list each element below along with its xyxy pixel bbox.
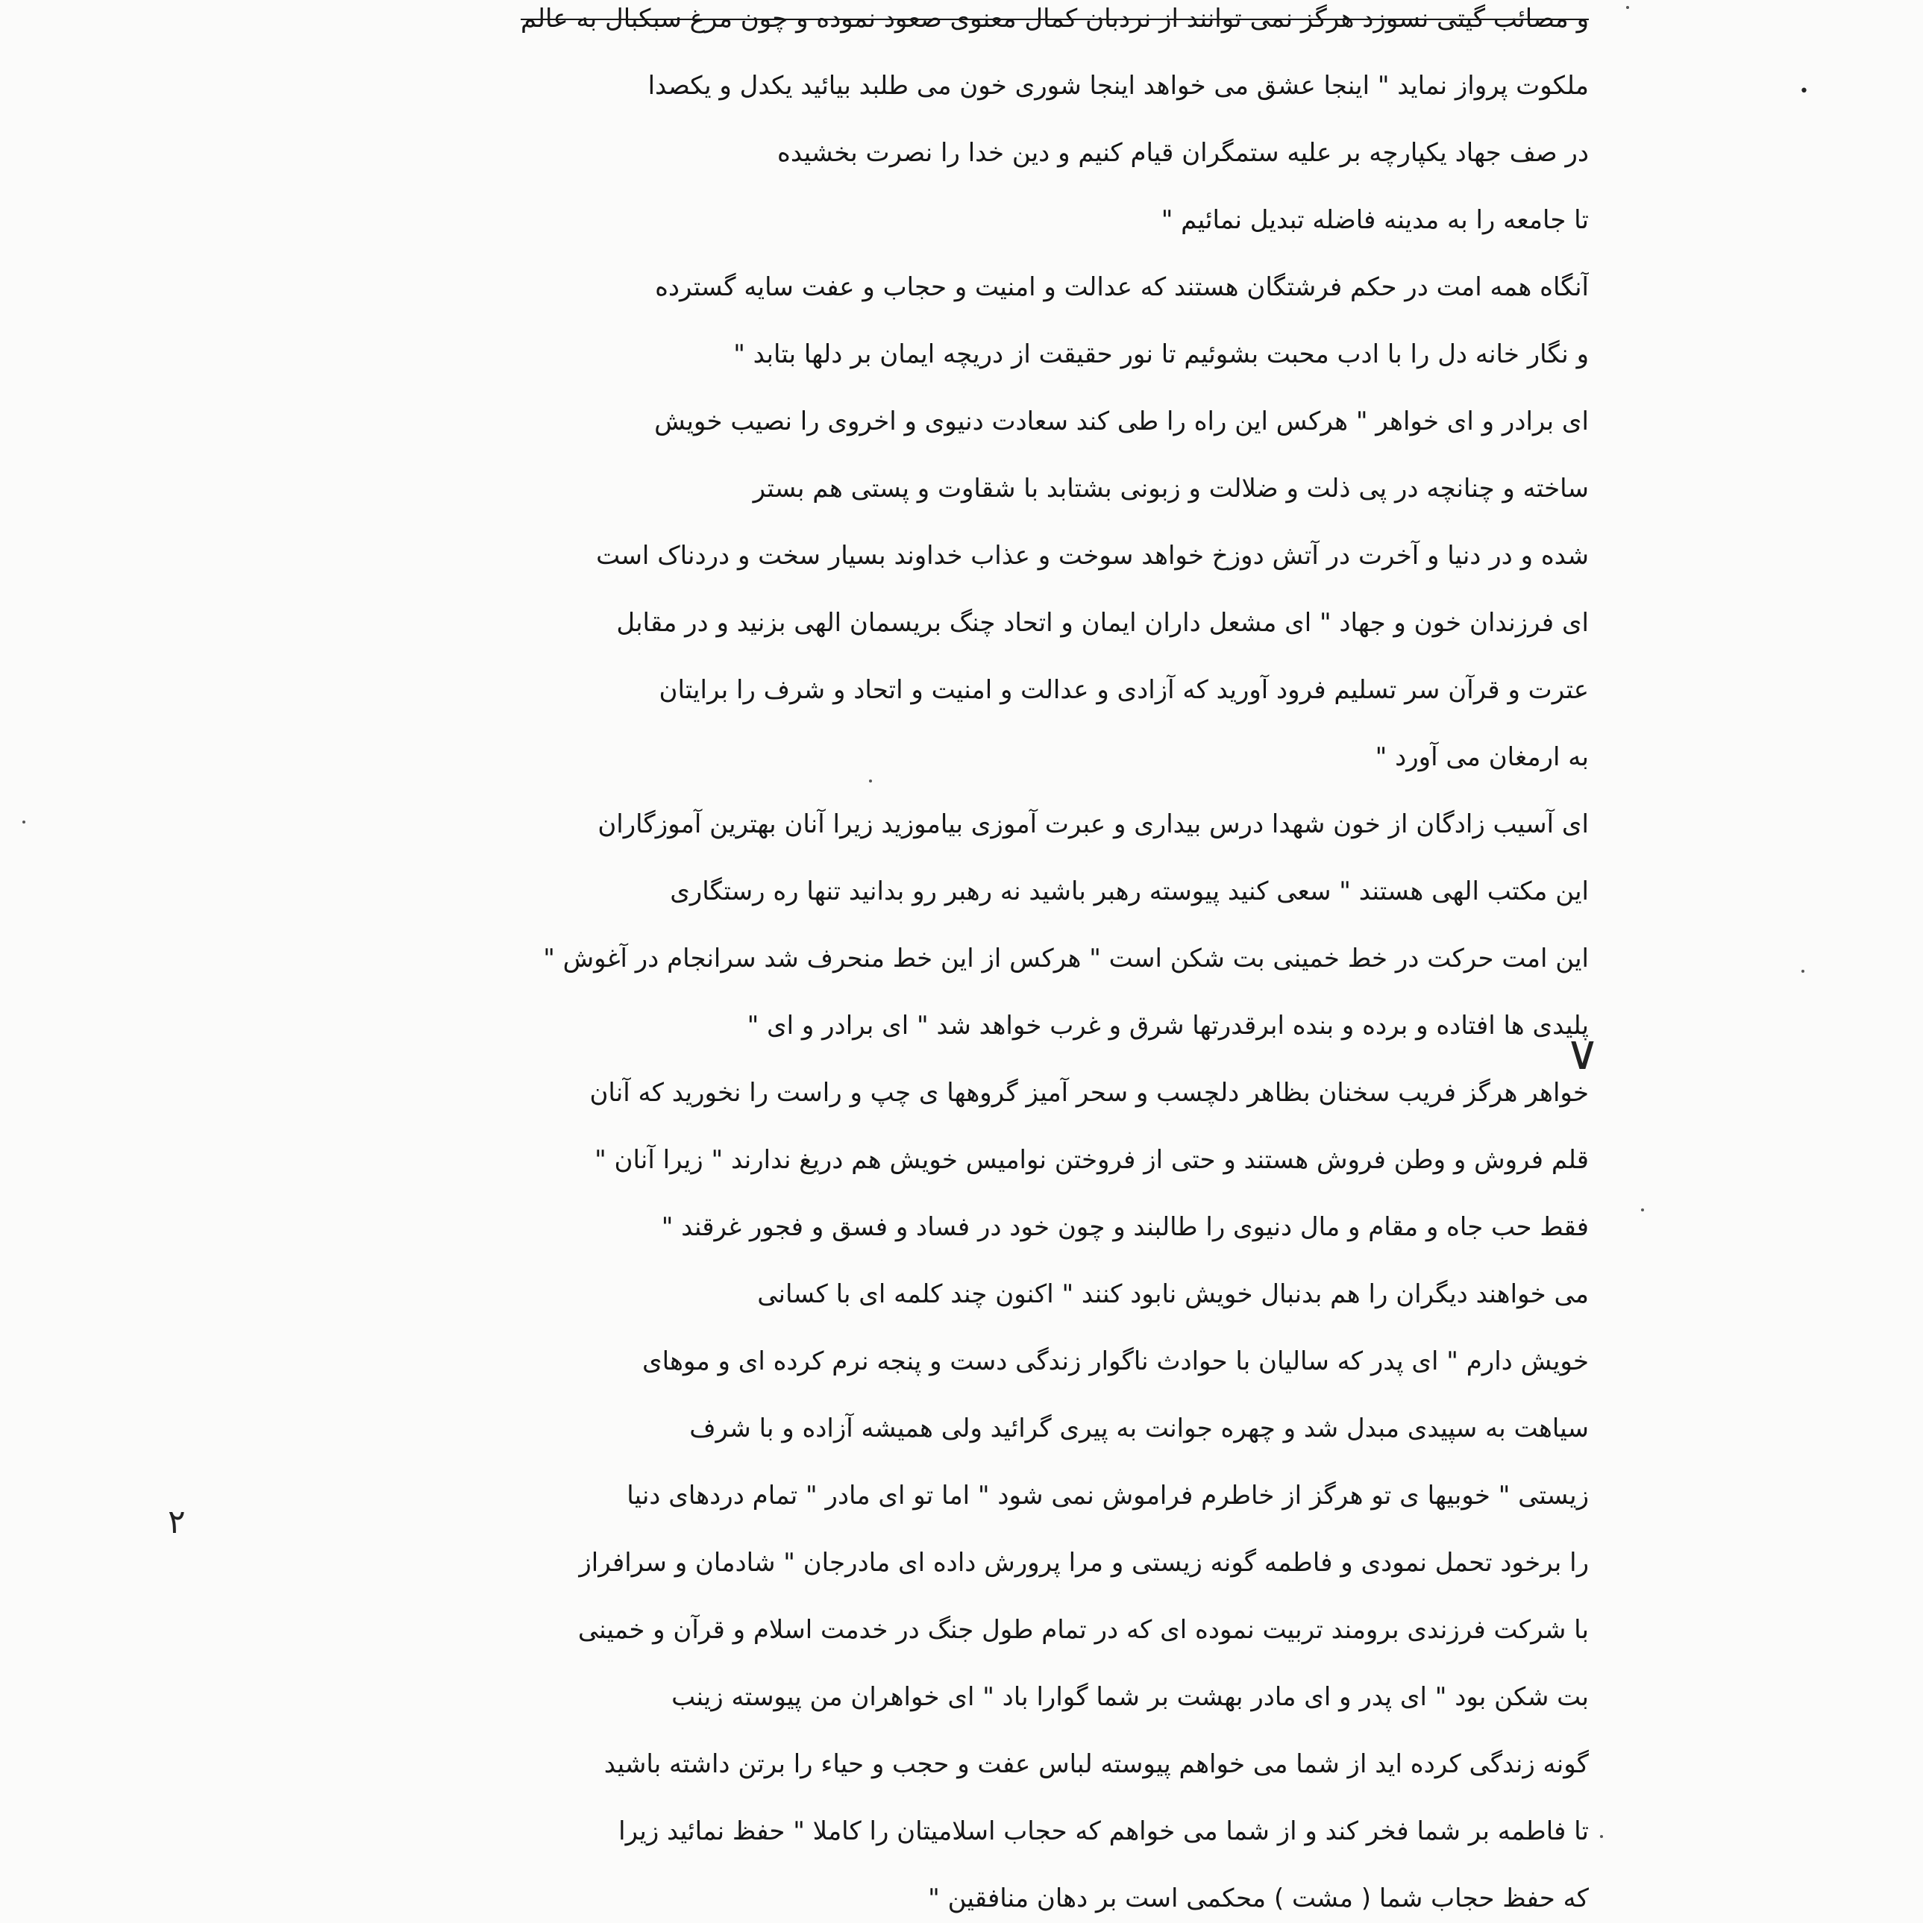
text-line: سیاهت به سپیدی مبدل شد و چهره جوانت به پیری گرائید ولی همیشه آزاده و با شرف bbox=[689, 1414, 1589, 1443]
scan-speck bbox=[1641, 1208, 1644, 1211]
scan-speck bbox=[1600, 1835, 1603, 1838]
text-line: در صف جهاد یکپارچه بر علیه ستمگران قیام کنیم و دین خدا را نصرت بخشیده bbox=[777, 138, 1589, 168]
text-line: خواهر هرگز فریب سخنان بظاهر دلچسب و سحر آمیز گروهها ی چپ و راست را نخورید که آنان bbox=[589, 1078, 1589, 1108]
text-line: و نگار خانه دل را با ادب محبت بشوئیم تا نور حقیقت از دریچه ایمان بر دلها بتابد " bbox=[733, 339, 1589, 369]
text-line: زیستی " خوبیها ی تو هرگز از خاطرم فراموش نمی شود " اما تو ای مادر " تمام دردهای دنیا bbox=[627, 1481, 1589, 1511]
text-line: و مصائب گیتی نسوزد هرگز نمی توانند از نردبان کمال معنوی صعود نموده و چون مرغ سبکبال به عالم bbox=[521, 4, 1589, 34]
scan-speck bbox=[22, 821, 25, 824]
text-line: ملکوت پرواز نماید " اینجا عشق می خواهد اینجا شوری خون می طلبد بیائید یکدل و یکصدا bbox=[647, 71, 1589, 101]
margin-check-mark: ∨ bbox=[1565, 1026, 1600, 1081]
scan-speck bbox=[1801, 970, 1804, 973]
text-line: عترت و قرآن سر تسلیم فرود آورید که آزادی و عدالت و امنیت و اتحاد و شرف را برایتان bbox=[659, 675, 1589, 705]
text-line: که حفظ حجاب شما ( مشت ) محکمی است بر دهان منافقین " bbox=[928, 1884, 1589, 1913]
text-line: پلیدی ها افتاده و برده و بنده ابرقدرتها شرق و غرب خواهد شد " ای برادر و ای " bbox=[747, 1011, 1589, 1041]
text-line: فقط حب جاه و مقام و مال دنیوی را طالبند و چون خود در فساد و فسق و فجور غرقند " bbox=[661, 1212, 1589, 1242]
text-line: این مکتب الهی هستند " سعی کنید پیوسته رهبر باشید نه رهبر رو بدانید تنها ره رستگاری bbox=[670, 876, 1589, 906]
text-line: ای برادر و ای خواهر " هرکس این راه را طی کند سعادت دنیوی و اخروی را نصیب خویش bbox=[654, 407, 1589, 436]
text-line: ای آسیب زادگان از خون شهدا درس بیداری و عبرت آموزی بیاموزید زیرا آنان بهترین آموزگاران bbox=[597, 809, 1589, 839]
text-line: آنگاه همه امت در حکم فرشتگان هستند که عدالت و امنیت و حجاب و عفت سایه گسترده bbox=[655, 272, 1589, 302]
text-line: تا جامعه را به مدینه فاضله تبدیل نمائیم " bbox=[1161, 205, 1589, 235]
text-line: ای فرزندان خون و جهاد " ای مشعل داران ایمان و اتحاد چنگ بریسمان الهی بزنید و در مقابل bbox=[616, 608, 1589, 638]
margin-number-mark: ٢ bbox=[168, 1503, 186, 1541]
text-line: به ارمغان می آورد " bbox=[1375, 742, 1589, 772]
margin-dot-mark: • bbox=[1799, 82, 1809, 101]
text-line: را برخود تحمل نمودی و فاطمه گونه زیستی و مرا پرورش داده ای مادرجان " شادمان و سرافراز bbox=[579, 1548, 1589, 1578]
text-line: تا فاطمه بر شما فخر کند و از شما می خواهم که حجاب اسلامیتان را کاملا " حفظ نمائید زیرا bbox=[618, 1816, 1589, 1846]
text-line: شده و در دنیا و آخرت در آتش دوزخ خواهد سوخت و عذاب خداوند بسیار سخت و دردناک است bbox=[596, 541, 1589, 571]
scan-speck bbox=[1626, 6, 1629, 9]
text-line: می خواهند دیگران را هم بدنبال خویش نابود کنند " اکنون چند کلمه ای با کسانی bbox=[757, 1279, 1589, 1309]
text-line: ساخته و چنانچه در پی ذلت و ضلالت و زبونی بشتابد با شقاوت و پستی هم بستر bbox=[753, 474, 1589, 504]
text-line: بت شکن بود " ای پدر و ای مادر بهشت بر شما گوارا باد " ای خواهران من پیوسته زینب bbox=[671, 1682, 1589, 1712]
text-line: خویش دارم " ای پدر که سالیان با حوادث ناگوار زندگی دست و پنجه نرم کرده ای و موهای bbox=[642, 1346, 1589, 1376]
text-line: با شرکت فرزندی برومند تربیت نموده ای که در تمام طول جنگ در خدمت اسلام و قرآن و خمینی bbox=[577, 1615, 1589, 1645]
text-line: این امت حرکت در خط خمینی بت شکن است " هرکس از این خط منحرف شد سرانجام در آغوش " bbox=[543, 944, 1589, 973]
text-line: گونه زندگی کرده اید از شما می خواهم پیوسته لباس عفت و حجب و حیاء را برتن داشته باشید bbox=[603, 1749, 1589, 1779]
scan-speck bbox=[869, 780, 872, 782]
document-body bbox=[37, 0, 1589, 1932]
text-line: قلم فروش و وطن فروش هستند و حتی از فروختن نوامیس خویش هم دریغ ندارند " زیرا آنان " bbox=[595, 1145, 1589, 1175]
